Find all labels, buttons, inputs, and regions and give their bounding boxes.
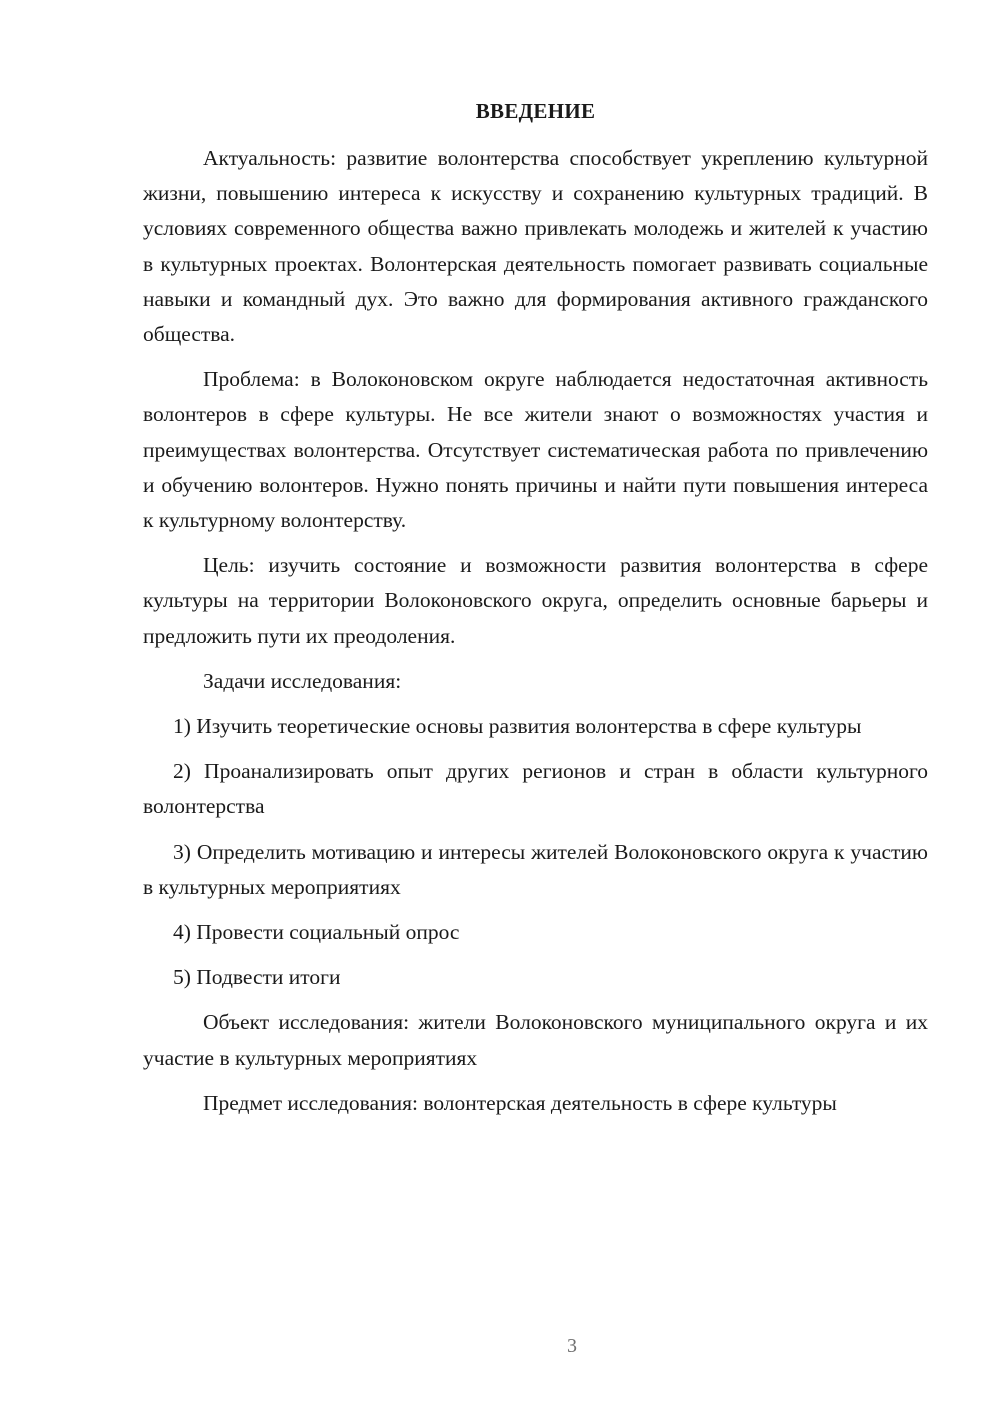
page-title: ВВЕДЕНИЕ <box>475 99 596 123</box>
task-item-5: 5) Подвести итоги <box>173 965 341 990</box>
goal-paragraph: Цель: изучить состояние и возможности развития волонтерства в сфере культуры на территории Волоконовского округа, определить основные барьеры и предложить пути их преодоления. <box>143 553 928 648</box>
task-item-4: 4) Провести социальный опрос <box>173 920 460 945</box>
task-item-2: 2) Проанализировать опыт других регионов и стран в области культурного волонтерства <box>143 759 928 819</box>
object-paragraph: Объект исследования: жители Волоконовского муниципального округа и их участие в культурных мероприятиях <box>143 1010 928 1070</box>
document-page <box>143 93 928 1121</box>
task-item-1: 1) Изучить теоретические основы развития волонтерства в сфере культуры <box>173 714 862 739</box>
relevance-paragraph: Актуальность: развитие волонтерства способствует укреплению культурной жизни, повышению интереса к искусству и сохранению культурных традиций. В условиях современного общества важно привлекать молодежь и жителей к участию в культурных проектах. Волонтерская деятельность помогает развивать социальные навыки и командный дух. Это важно для формирования активного гражданского общества. <box>143 146 928 347</box>
problem-paragraph: Проблема: в Волоконовском округе наблюдается недостаточная активность волонтеров в сфере культуры. Не все жители знают о возможностях участия и преимуществах волонтерства. Отсутствует систематическая работа по привлечению и обучению волонтеров. Нужно понять причины и найти пути повышения интереса к культурному волонтерству. <box>143 367 928 533</box>
page-number: 3 <box>567 1335 577 1357</box>
task-item-3: 3) Определить мотивацию и интересы жителей Волоконовского округа к участию в культурных мероприятиях <box>143 839 928 899</box>
subject-paragraph: Предмет исследования: волонтерская деятельность в сфере культуры <box>203 1090 837 1115</box>
tasks-heading: Задачи исследования: <box>203 668 402 693</box>
